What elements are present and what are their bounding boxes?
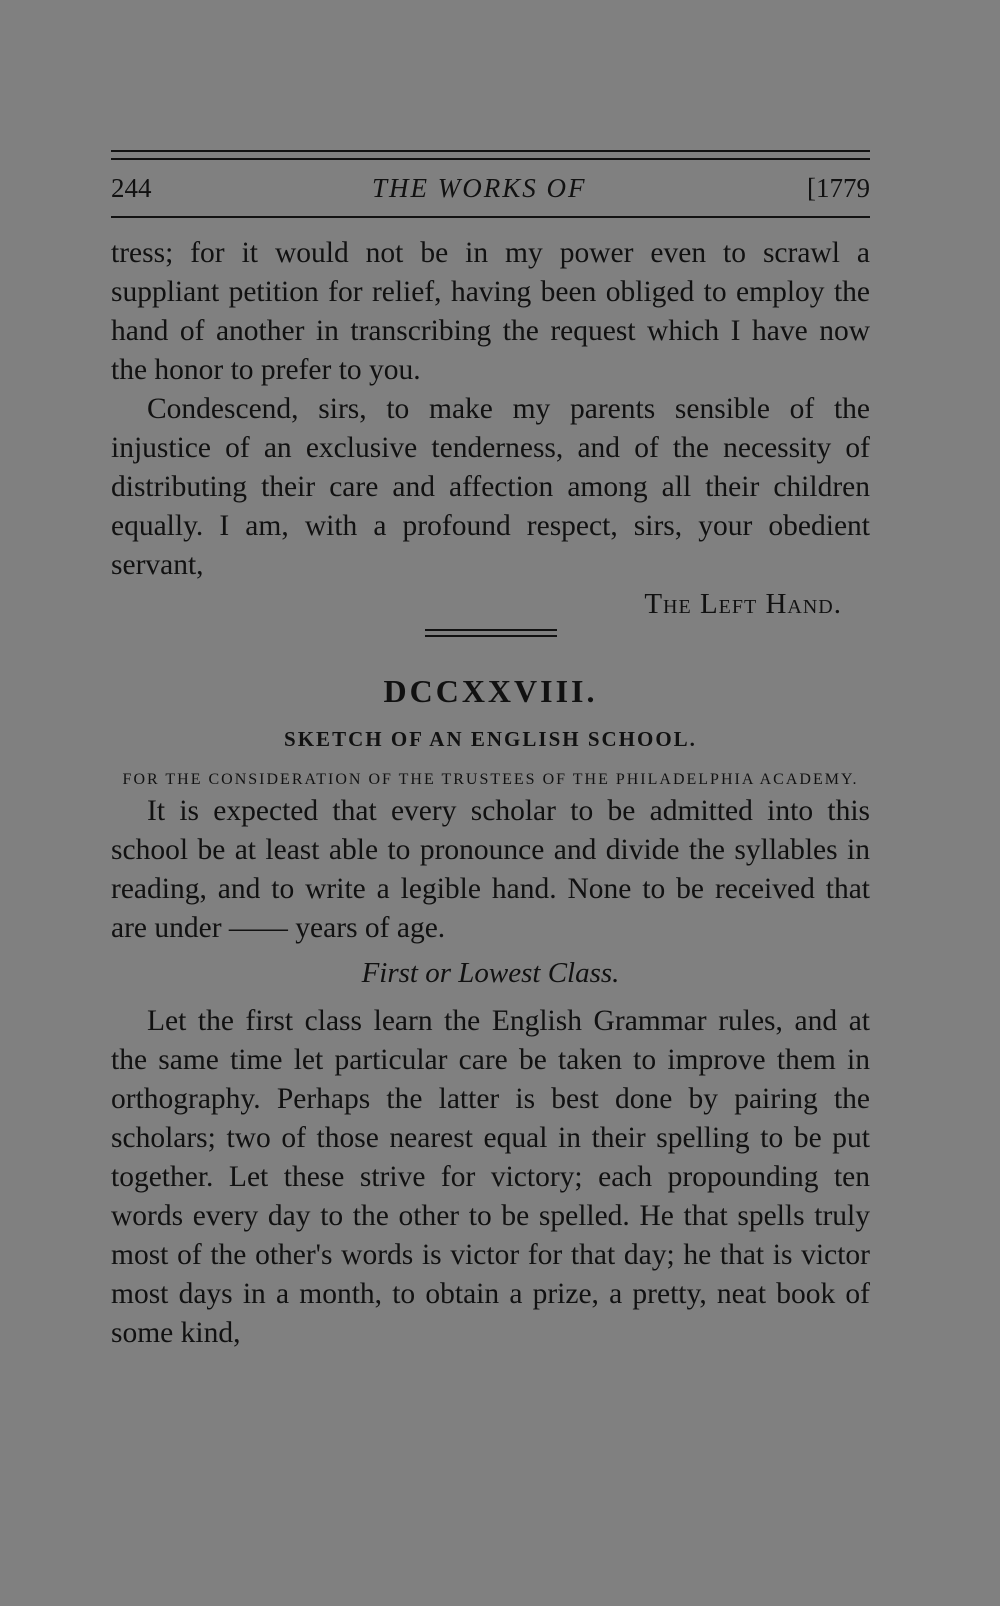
section-paragraph: It is expected that every scholar to be admitted into this school be at least able to pronounce and divide the syllables in reading, and to write a legible hand. None to be received that are under —— years of age. <box>111 795 870 944</box>
book-page <box>111 150 870 1353</box>
running-head <box>111 160 870 216</box>
letter-signature: The Left Hand. <box>644 588 842 620</box>
running-year: [1779 <box>807 173 870 203</box>
section-paragraph: Let the first class learn the English Grammar rules, and at the same time let particular care be taken to improve them in orthography. Perhaps the latter is best done by pairing the scholars; two of those nearest equal in their spelling to be put together. Let these strive for victory; each propounding ten words every day to the other to be spelled. He that spells truly most of the other's words is victor for that day; he that is victor most days in a month, to obtain a prize, a pretty, neat book of some kind, <box>111 1005 870 1349</box>
page-number: 244 <box>111 173 152 203</box>
section-title: SKETCH OF AN ENGLISH SCHOOL. <box>284 727 697 751</box>
letter-paragraph-continued: tress; for it would not be in my power even to scrawl a suppliant petition for relief, having been obliged to employ the hand of another in transcribing the request which I have now the honor to prefer to you. <box>111 237 870 386</box>
header-bottom-rule <box>111 216 870 218</box>
header-top-rule <box>111 150 870 160</box>
section-subtitle: FOR THE CONSIDERATION OF THE TRUSTEES OF THE PHILADELPHIA ACADEMY. <box>122 771 859 788</box>
section-number: DCCXXVIII. <box>383 673 598 709</box>
letter-paragraph: Condescend, sirs, to make my parents sensible of the injustice of an exclusive tenderness, and of the necessity of distributing their care and affection among all their children equally. I am, with a profound respect, sirs, your obedient servant, <box>111 393 870 581</box>
section-divider-rule <box>425 629 557 637</box>
class-subheading: First or Lowest Class. <box>361 957 620 989</box>
running-title: THE WORKS OF <box>372 173 587 203</box>
